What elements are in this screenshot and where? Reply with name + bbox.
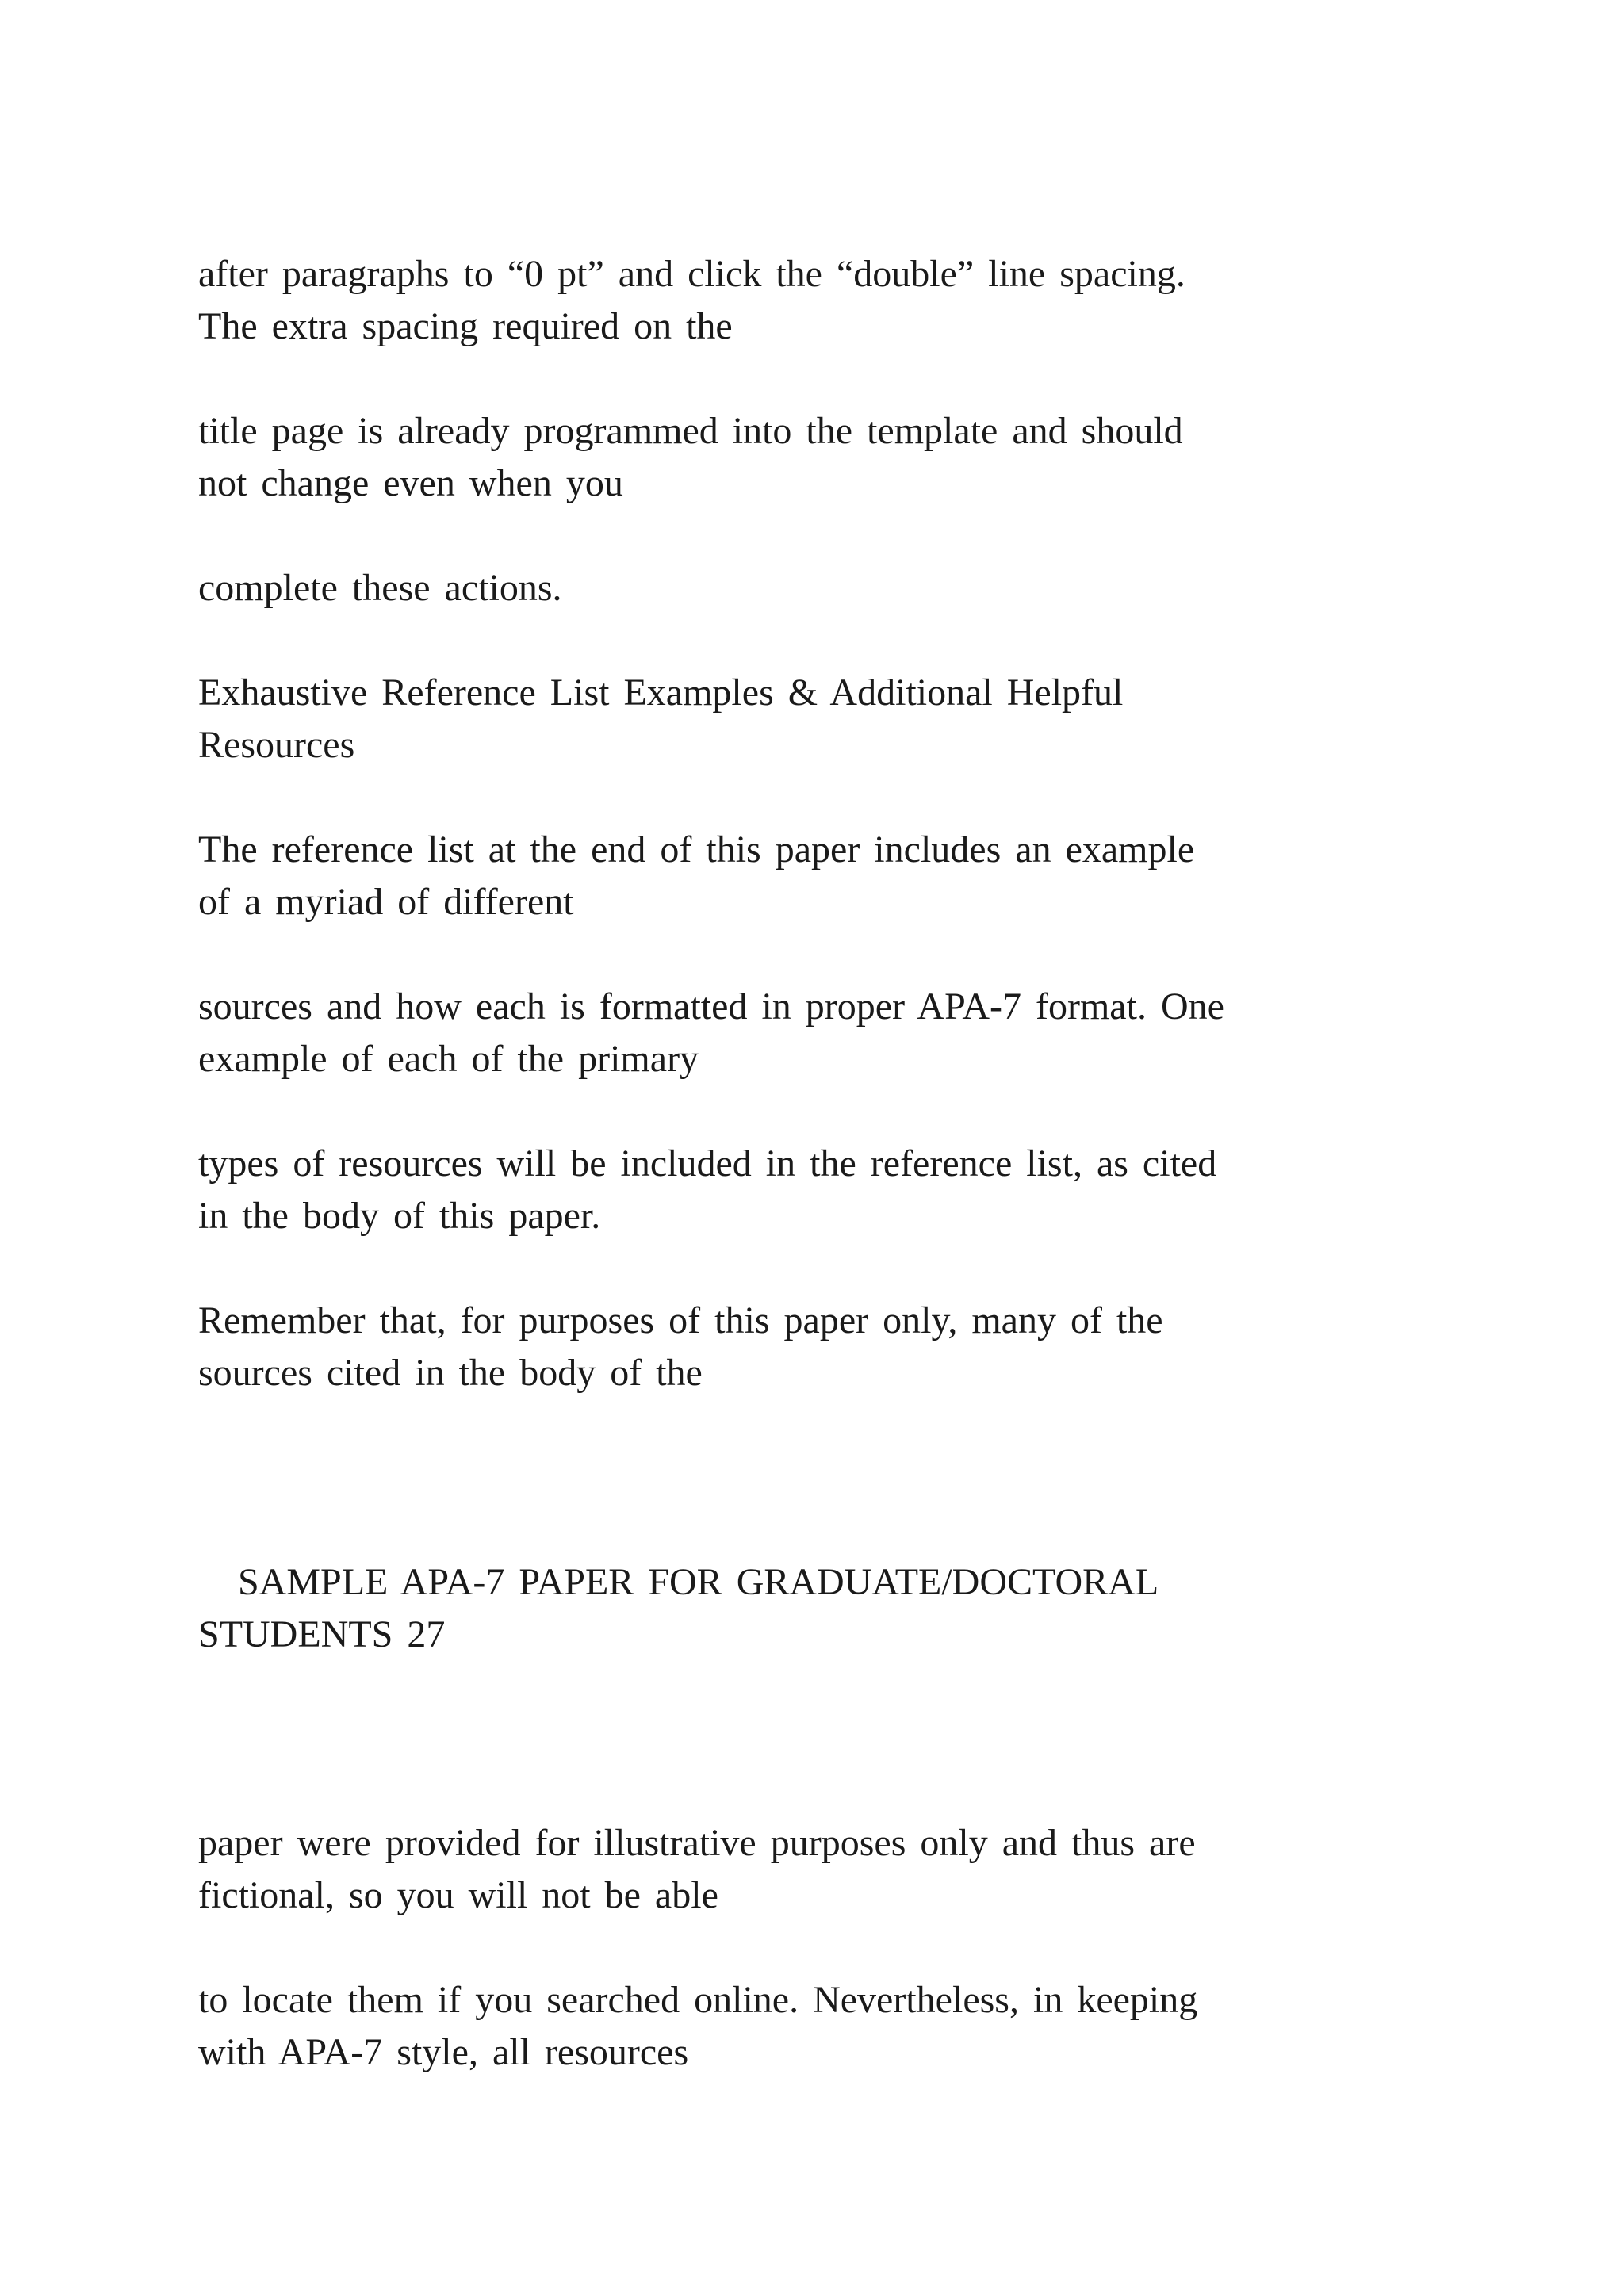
text-line: to locate them if you searched online. Nevertheless, in keeping [198, 1979, 1198, 2021]
text-line: of a myriad of different [198, 881, 574, 923]
section-heading [198, 667, 1435, 771]
paragraph-locate [198, 1974, 1435, 2079]
text-line: title page is already programmed into the template and should [198, 410, 1183, 452]
paragraph-sources [198, 981, 1435, 1085]
text-line: fictional, so you will not be able [198, 1874, 718, 1916]
paragraph-reference-list [198, 824, 1435, 928]
paragraph-title-page [198, 405, 1435, 510]
paragraph-types-of-resources [198, 1138, 1435, 1242]
paragraph-line-spacing [198, 248, 1435, 353]
text-line: complete these actions. [198, 567, 562, 609]
text-line: Exhaustive Reference List Examples & Additional Helpful [198, 672, 1124, 714]
paragraph-illustrative [198, 1817, 1435, 1922]
running-head-title: SAMPLE APA-7 PAPER FOR GRADUATE/DOCTORAL [238, 1561, 1159, 1603]
text-line: example of each of the primary [198, 1038, 699, 1080]
text-line: in the body of this paper. [198, 1195, 601, 1237]
text-line: sources cited in the body of the [198, 1352, 703, 1394]
running-head-page: STUDENTS 27 [198, 1613, 446, 1655]
running-head [198, 1556, 1435, 1661]
text-line: not change even when you [198, 462, 623, 504]
text-line: with APA-7 style, all resources [198, 2031, 689, 2073]
text-line: The reference list at the end of this paper includes an example [198, 828, 1195, 871]
text-line: sources and how each is formatted in proper APA-7 format. One [198, 985, 1224, 1027]
text-line: The extra spacing required on the [198, 305, 733, 347]
paragraph-complete-actions [198, 562, 1435, 614]
text-line: paper were provided for illustrative purposes only and thus are [198, 1822, 1196, 1864]
text-line: types of resources will be included in the reference list, as cited [198, 1142, 1217, 1184]
text-line: Remember that, for purposes of this paper only, many of the [198, 1299, 1163, 1341]
text-line: after paragraphs to “0 pt” and click the “double” line spacing. [198, 253, 1185, 295]
text-line: Resources [198, 724, 355, 766]
paragraph-remember [198, 1295, 1435, 1399]
